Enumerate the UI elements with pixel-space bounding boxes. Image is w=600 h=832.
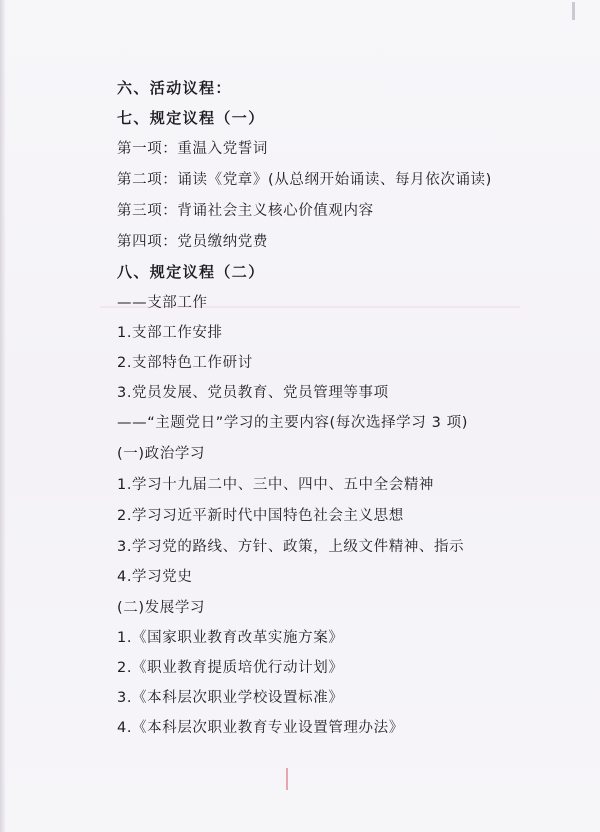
political-item-2: 2.学习习近平新时代中国特色社会主义思想 [117, 508, 404, 524]
political-item-4: 4.学习党史 [117, 569, 193, 585]
bleed-through-mark [286, 768, 288, 790]
agenda-item-3: 第三项：背诵社会主义核心价值观内容 [117, 203, 374, 219]
section-6-heading: 六、活动议程： [117, 79, 232, 97]
branch-work-item-3: 3.党员发展、党员教育、党员管理等事项 [117, 385, 389, 401]
political-item-3: 3.学习党的路线、方针、政策，上级文件精神、指示 [117, 539, 465, 555]
agenda-item-4: 第四项：党员缴纳党费 [117, 234, 268, 250]
theme-day-title: ——“主题党日”学习的主要内容(每次选择学习 3 项) [117, 415, 468, 431]
scan-mark [572, 2, 575, 20]
development-item-4: 4.《本科层次职业教育专业设置管理办法》 [117, 720, 404, 736]
branch-work-item-2: 2.支部特色工作研讨 [117, 355, 253, 371]
branch-work-title: ——支部工作 [117, 295, 208, 311]
section-8-heading: 八、规定议程（二） [117, 263, 265, 281]
development-item-2: 2.《职业教育提质培优行动计划》 [117, 660, 344, 676]
branch-work-item-1: 1.支部工作安排 [117, 325, 223, 341]
political-item-1: 1.学习十九届二中、三中、四中、五中全会精神 [117, 477, 435, 493]
development-item-1: 1.《国家职业教育改革实施方案》 [117, 630, 344, 646]
scan-edge [0, 0, 6, 832]
development-item-3: 3.《本科层次职业学校设置标准》 [117, 690, 344, 706]
section-7-heading: 七、规定议程（一） [117, 109, 265, 127]
agenda-item-1: 第一项：重温入党誓词 [117, 141, 268, 157]
development-study-title: (二)发展学习 [117, 600, 206, 616]
political-study-title: (一)政治学习 [117, 446, 206, 462]
agenda-item-2: 第二项：诵读《党章》(从总纲开始诵读、每月依次诵读) [117, 172, 492, 188]
